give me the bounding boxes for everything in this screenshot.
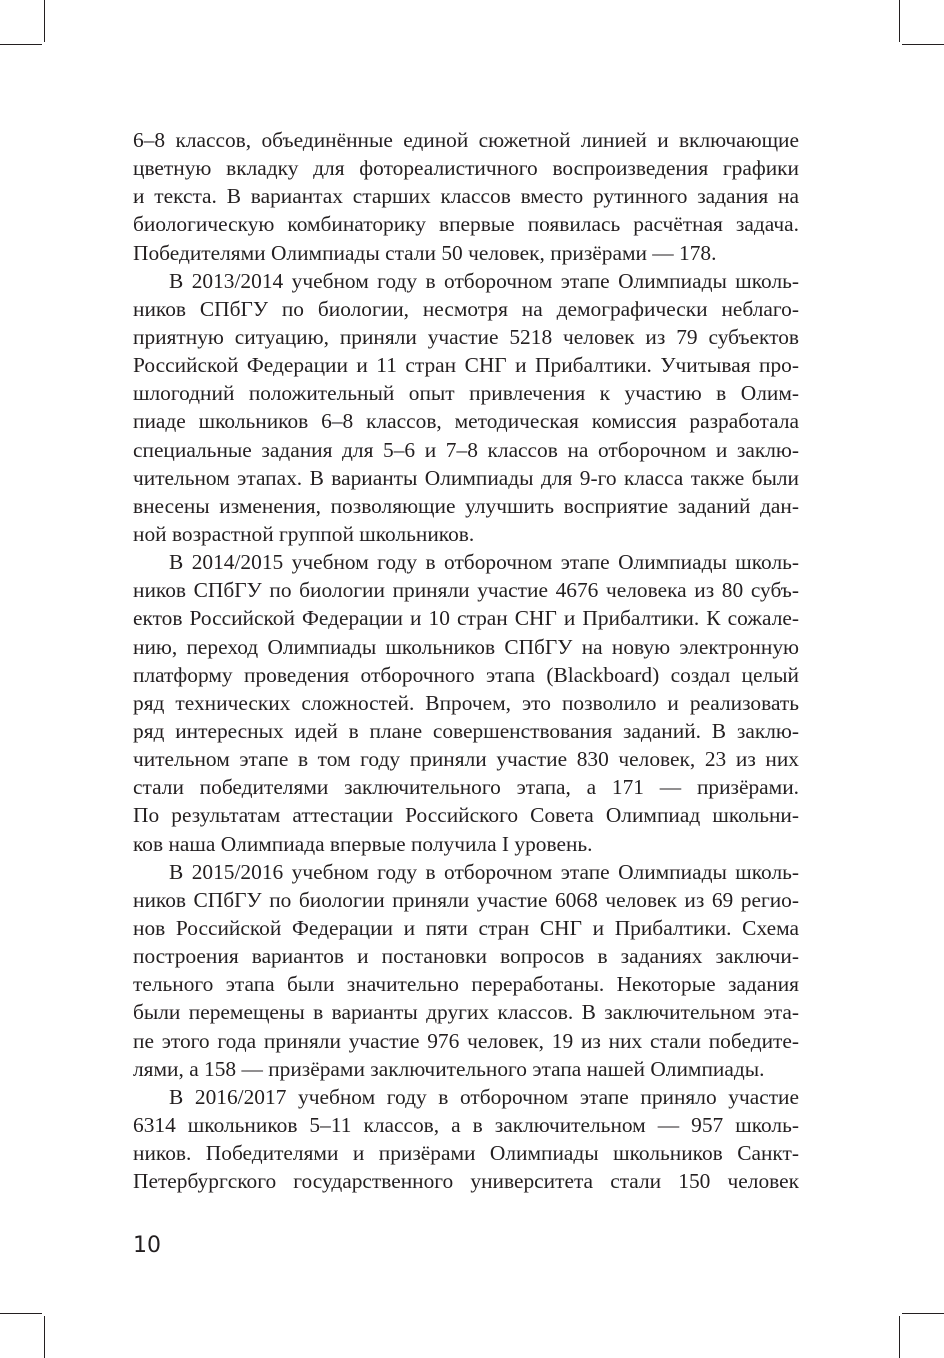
body-text xyxy=(133,126,799,1195)
text-line: шлогодний положительный опыт привлечения к участию в Олим- xyxy=(133,381,799,406)
text-line: 6–8 классов, объединённые единой сюжетной линией и включающие xyxy=(133,128,799,152)
text-line: ков наша Олимпиада впервые получила I уровень. xyxy=(133,831,593,856)
text-line: ектов Российской Федерации и 10 стран СНГ и Прибалтики. К сожале- xyxy=(133,606,799,631)
crop-mark-top-left-vertical xyxy=(44,0,45,42)
text-line: ряд технических сложностей. Впрочем, это позволило и реализовать xyxy=(133,690,799,715)
text-line: В 2013/2014 учебном году в отборочном этапе Олимпиады школь- xyxy=(169,268,799,293)
text-line: приятную ситуацию, приняли участие 5218 человек из 79 субъектов xyxy=(133,324,799,349)
text-line: В 2014/2015 учебном году в отборочном этапе Олимпиады школь- xyxy=(169,550,799,575)
text-line: чительном этапах. В варианты Олимпиады для 9-го класса также были xyxy=(133,465,799,490)
text-line: нию, переход Олимпиады школьников СПбГУ на новую электронную xyxy=(133,634,799,659)
text-line: биологическую комбинаторику впервые появилась расчётная задача. xyxy=(133,212,799,237)
text-line: цветную вкладку для фотореалистичного воспроизведения графики xyxy=(133,156,799,181)
text-line: 6314 школьников 5–11 классов, а в заключительном — 957 школь- xyxy=(133,1112,799,1137)
text-line: ников СПбГУ по биологии приняли участие 4676 человека из 80 субъ- xyxy=(133,578,799,603)
text-line: тельного этапа были значительно переработаны. Некоторые задания xyxy=(133,972,799,997)
text-line: пе этого года приняли участие 976 человек, 19 из них стали победите- xyxy=(133,1028,799,1053)
text-line: Петербургского государственного университета стали 150 человек xyxy=(133,1169,799,1194)
text-line: пиаде школьников 6–8 классов, методическая комиссия разработала xyxy=(133,409,799,434)
text-line: ников. Победителями и призёрами Олимпиады школьников Санкт- xyxy=(133,1141,799,1166)
paragraph xyxy=(133,858,799,1083)
crop-mark-bottom-right-vertical xyxy=(899,1316,900,1358)
crop-mark-bottom-left-horizontal xyxy=(0,1313,42,1314)
text-line: Российской Федерации и 11 стран СНГ и Прибалтики. Учитывая про- xyxy=(133,353,799,378)
text-line: Победителями Олимпиады стали 50 человек, призёрами — 178. xyxy=(133,240,717,265)
text-line: стали победителями заключительного этапа, а 171 — призёрами. xyxy=(133,775,799,800)
text-line: ной возрастной группой школьников. xyxy=(133,521,475,546)
text-line: По результатам аттестации Российского Совета Олимпиад школьни- xyxy=(133,803,799,828)
text-line: специальные задания для 5–6 и 7–8 классов на отборочном и заклю- xyxy=(133,437,799,462)
crop-mark-top-right-vertical xyxy=(899,0,900,42)
text-line: и текста. В вариантах старших классов вместо рутинного задания на xyxy=(133,184,799,209)
crop-mark-top-left-horizontal xyxy=(0,44,42,45)
text-line: ников СПбГУ по биологии, несмотря на демографически неблаго- xyxy=(133,296,799,321)
page-number: 10 xyxy=(133,1233,161,1258)
text-line: В 2016/2017 учебном году в отборочном этапе приняло участие xyxy=(169,1084,799,1109)
paragraph xyxy=(133,1083,799,1196)
crop-mark-bottom-left-vertical xyxy=(44,1316,45,1358)
crop-mark-bottom-right-horizontal xyxy=(902,1313,944,1314)
text-line: нов Российской Федерации и пяти стран СНГ и Прибалтики. Схема xyxy=(133,915,799,940)
paragraph xyxy=(133,267,799,548)
text-line: чительном этапе в том году приняли участие 830 человек, 23 из них xyxy=(133,747,799,772)
paragraph xyxy=(133,548,799,858)
text-line: внесены изменения, позволяющие улучшить восприятие заданий дан- xyxy=(133,493,799,518)
text-line: построения вариантов и постановки вопросов в заданиях заключи- xyxy=(133,944,799,969)
text-line: лями, а 158 — призёрами заключительного этапа нашей Олимпиады. xyxy=(133,1056,765,1081)
paragraph xyxy=(133,126,799,267)
text-line: ряд интересных идей в плане совершенствования заданий. В заклю- xyxy=(133,718,799,743)
crop-mark-top-right-horizontal xyxy=(902,44,944,45)
text-line: ников СПбГУ по биологии приняли участие 6068 человек из 69 регио- xyxy=(133,887,799,912)
text-line: платформу проведения отборочного этапа (Blackboard) создал целый xyxy=(133,662,799,687)
text-line: В 2015/2016 учебном году в отборочном этапе Олимпиады школь- xyxy=(169,859,799,884)
text-line: были перемещены в варианты других классов. В заключительном эта- xyxy=(133,1000,799,1025)
